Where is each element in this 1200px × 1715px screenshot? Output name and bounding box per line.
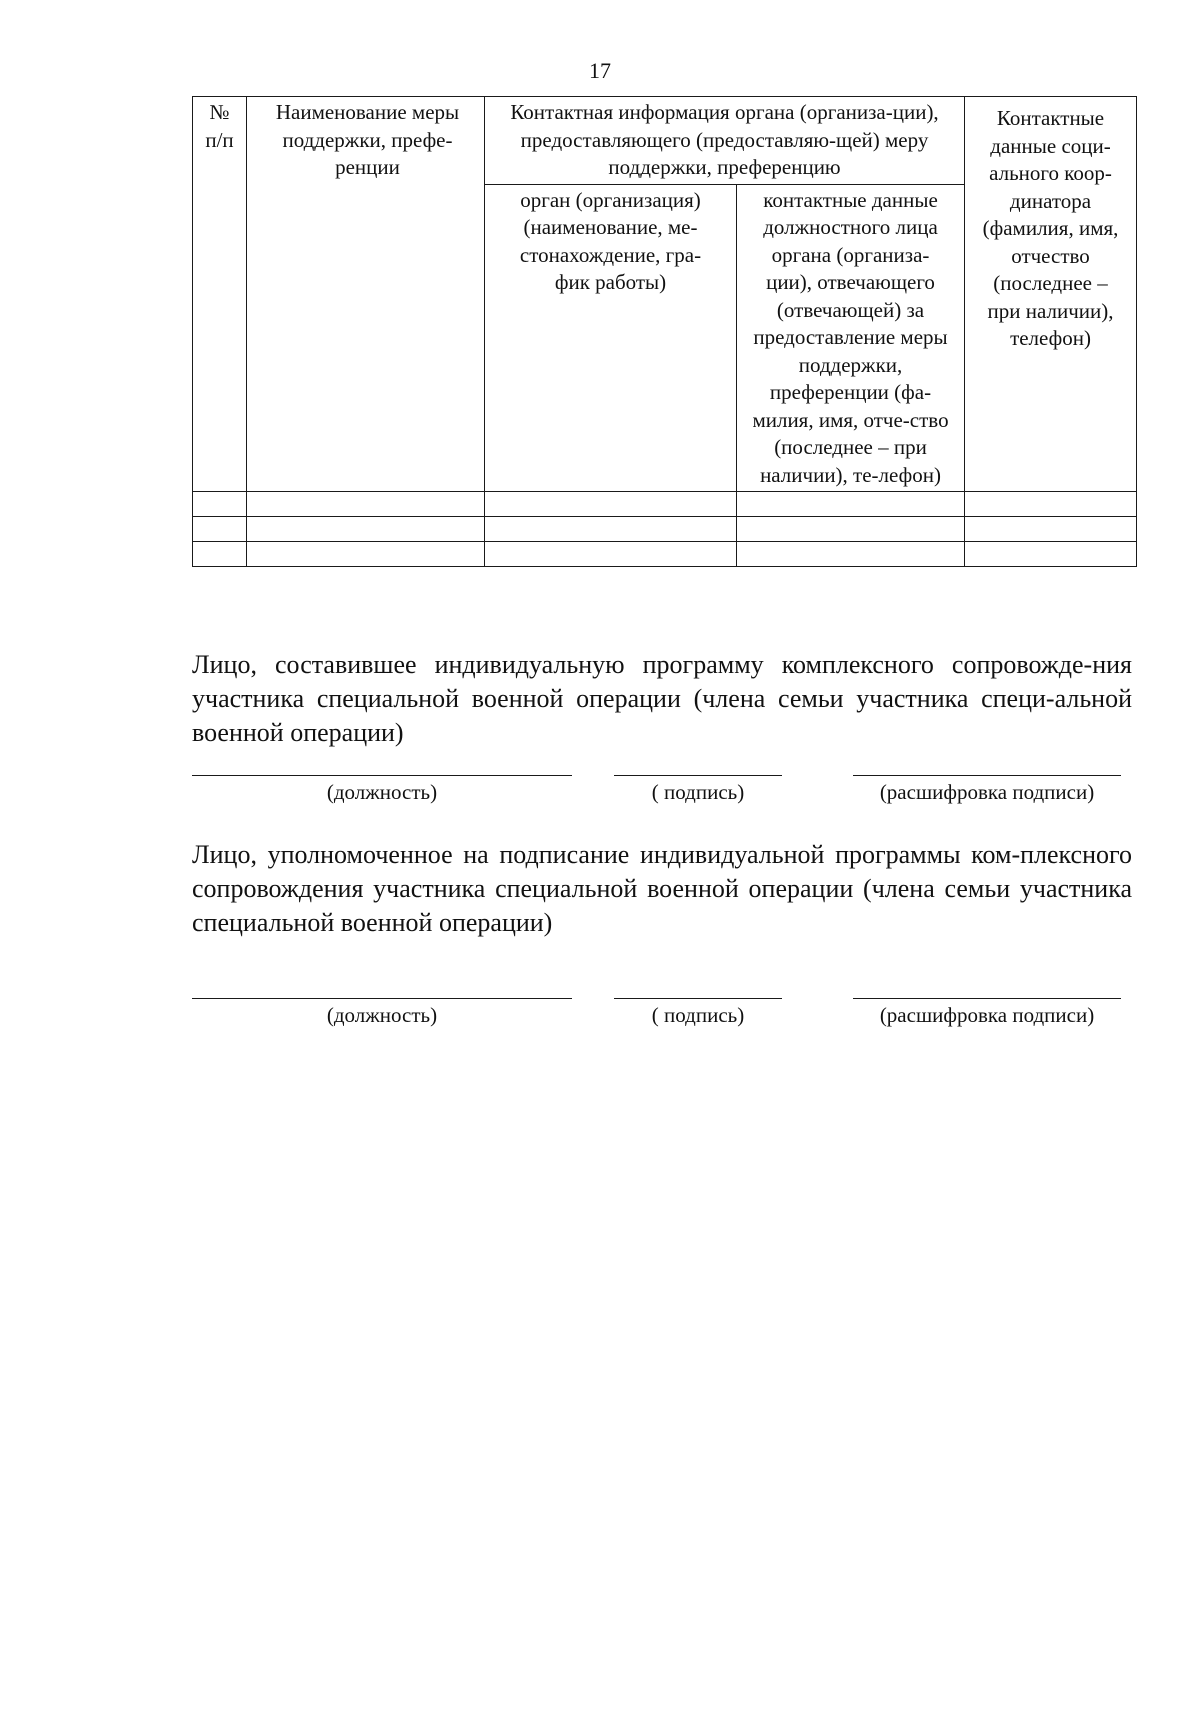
signature-label: ( подпись) [651,1003,745,1027]
decryption-label: (расшифровка подписи) [879,1003,1095,1027]
decryption-label: (расшифровка подписи) [879,780,1095,804]
table-cell [965,542,1137,567]
table-cell [737,517,965,542]
table-cell [193,517,247,542]
signature-label: ( подпись) [651,780,745,804]
support-measures-table [192,96,1137,567]
page-number: 17 [589,58,611,83]
table-row [193,517,1137,542]
table-row [193,492,1137,517]
table-cell [485,517,737,542]
table-cell [737,542,965,567]
compiler-paragraph: Лицо, составившее индивидуальную программу комплексного сопровожде-ния участника специальной военной операции (члена семьи участника специ-альной военной операции) [192,650,1132,747]
authorized-paragraph: Лицо, уполномоченное на подписание индивидуальной программы ком-плексного сопровождения участника специальной военной операции (члена семьи участника специальной военной операции) [192,840,1132,937]
signature-line[interactable] [614,998,782,999]
header-organ: орган (организация) (наименование, ме-стонахождение, гра-фик работы) [485,184,737,492]
signature-line[interactable] [614,775,782,776]
table-header-row [193,97,1137,185]
table-cell [965,517,1137,542]
table-cell [193,542,247,567]
table-cell [485,542,737,567]
header-contact-info: Контактная информация органа (организа-ции), предоставляющего (предоставляю-щей) меру поддержки, преференцию [485,97,965,185]
table-cell [485,492,737,517]
table-cell [965,492,1137,517]
table-cell [247,517,485,542]
header-measure-name: Наименование меры поддержки, префе-ренции [247,97,485,492]
decryption-line[interactable] [853,998,1121,999]
position-line[interactable] [192,775,572,776]
table-cell [247,492,485,517]
table-row [193,542,1137,567]
decryption-line[interactable] [853,775,1121,776]
position-label: (должность) [326,780,438,804]
header-number: № п/п [193,97,247,492]
position-label: (должность) [326,1003,438,1027]
position-line[interactable] [192,998,572,999]
table-cell [247,542,485,567]
header-official-contacts: контактные данные должностного лица органа (организа-ции), отвечающего (отвечающей) за предоставление меры поддержки, преференции (фа-милия, имя, отче-ство (последнее – при наличии), те-лефон) [737,184,965,492]
table-cell [737,492,965,517]
header-coordinator-contacts: Контактные данные соци-ального коор-динатора (фамилия, имя, отчество (последнее – при наличии), телефон) [965,97,1137,492]
table-cell [193,492,247,517]
